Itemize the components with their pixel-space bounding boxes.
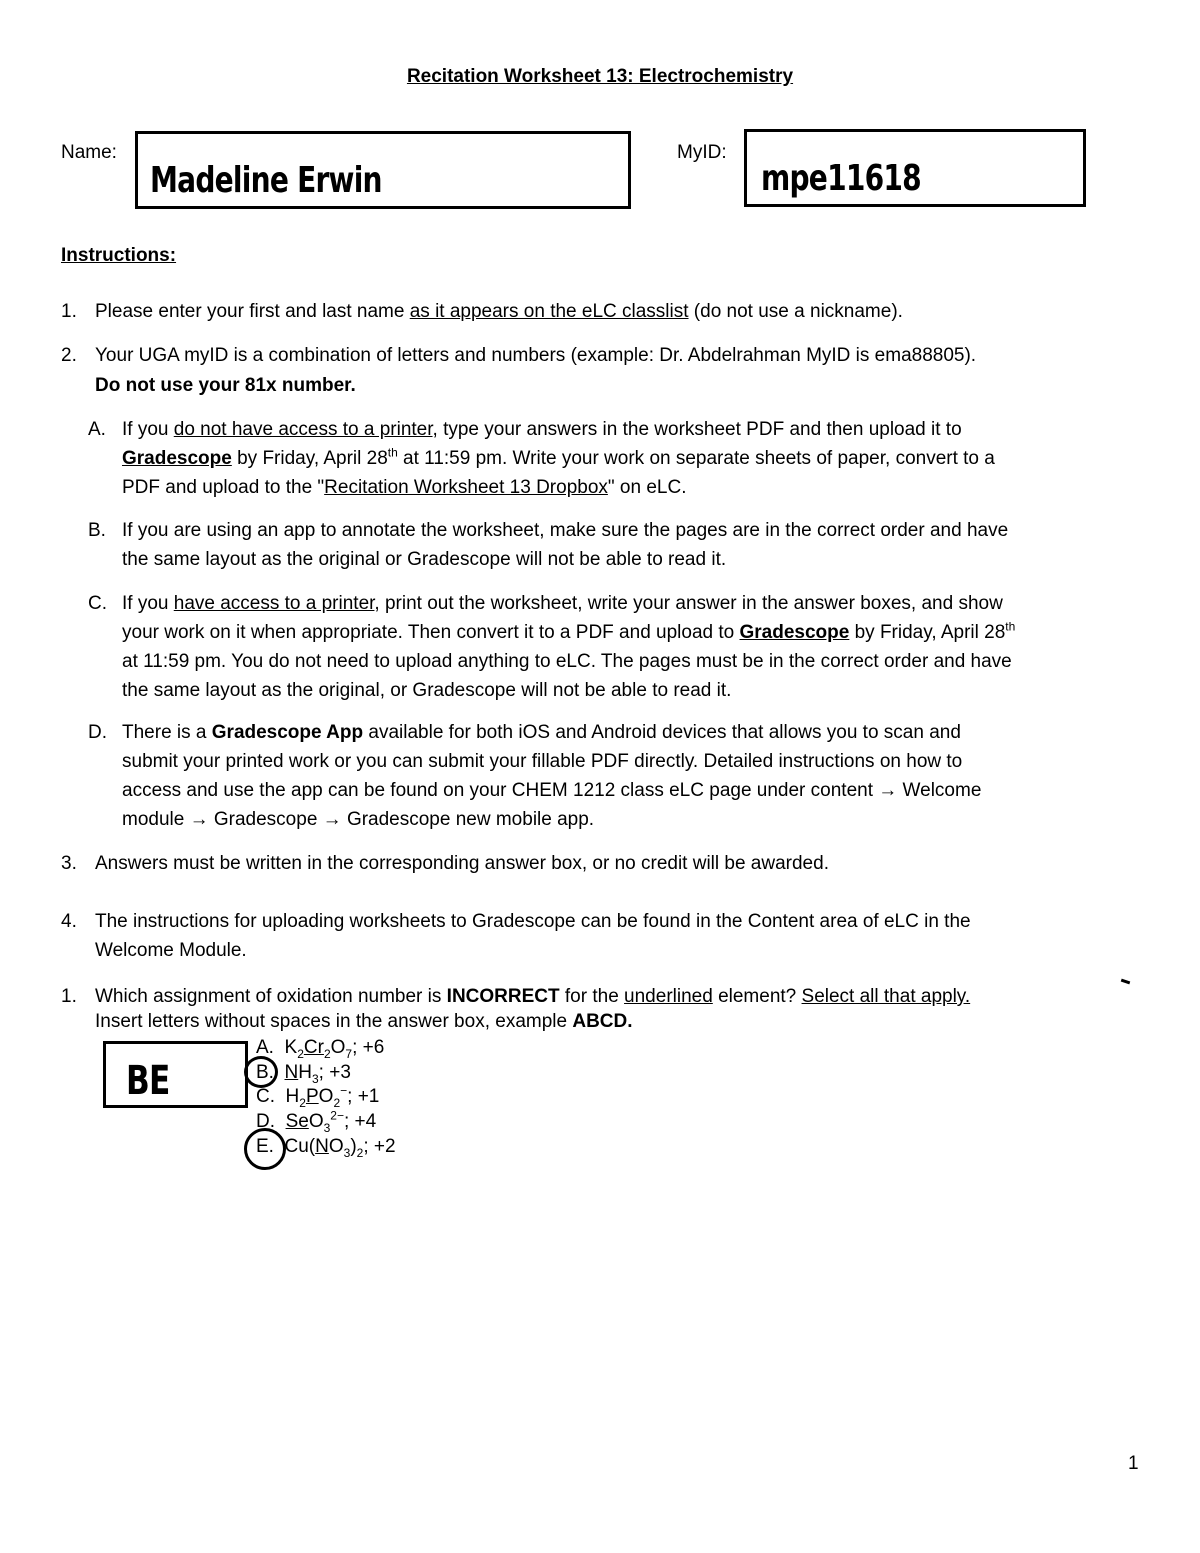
myid-field[interactable]	[744, 129, 1086, 207]
selection-circle-b	[244, 1056, 278, 1088]
myid-value: mpe11618	[761, 158, 921, 199]
option-b: B. $NH_3$; +3	[256, 1062, 351, 1086]
myid-label: MyID:	[677, 142, 727, 163]
page-number: 1	[1128, 1453, 1139, 1474]
option-c: C. $H_2PO_2^-$; +1	[256, 1083, 380, 1110]
page-title: Recitation Worksheet 13: Electrochemistry	[406, 66, 794, 87]
instruction-a: A. If you do not have access to a printer, type your answers in the worksheet PDF and then upload it to Gradescope by Friday, April 28th at 11:59 pm. Write your work on separate sheets of paper, convert to a PDF and upload to the "Recitation Worksheet 13 Dropbox" on eLC.	[88, 419, 995, 498]
instruction-3: 3. Answers must be written in the corresponding answer box, or no credit will be awarded.	[61, 853, 829, 874]
question-1: 1. Which assignment of oxidation number is INCORRECT for the underlined element? Select all that apply. Insert letters without spaces in the answer box, example ABCD.	[61, 986, 971, 1032]
name-value: Madeline Erwin	[150, 160, 382, 201]
instruction-1: 1. Please enter your first and last name as it appears on the eLC classlist (do not use a nickname).	[61, 301, 903, 322]
selection-circle-e	[244, 1128, 286, 1170]
pen-mark	[1121, 979, 1130, 985]
name-label: Name:	[61, 142, 117, 163]
option-e: E. $Cu(NO_3)_2$; +2	[256, 1136, 396, 1160]
option-d: D. SeO$_3^{2-}$; +4	[256, 1108, 377, 1135]
answer-value: BE	[126, 1058, 170, 1104]
name-field[interactable]	[135, 131, 631, 209]
instruction-2-bold: Do not use your 81x number.	[95, 375, 356, 396]
instruction-b: B. If you are using an app to annotate the worksheet, make sure the pages are in the correct order and have the same layout as the original or Gradescope will not be able to read it.	[88, 520, 1009, 570]
option-a: A. $K_2Cr_2O_7$; +6	[256, 1037, 385, 1061]
instructions-heading: Instructions:	[61, 245, 177, 266]
instruction-4: 4. The instructions for uploading worksheets to Gradescope can be found in the Content area of eLC in the Welcome Module.	[61, 911, 971, 961]
instruction-2: 2. Your UGA myID is a combination of letters and numbers (example: Dr. Abdelrahman MyID is ema88805).	[61, 345, 977, 366]
instruction-d: D. There is a Gradescope App available for both iOS and Android devices that allows you to scan and submit your printed work or you can submit your fillable PDF directly. Detailed instructions on how to access and use the app can be found on your CHEM 1212 class eLC page under content → Welcome module → Gradescope → Gradescope new mobile app.	[88, 722, 982, 830]
answer-box[interactable]	[103, 1041, 248, 1108]
instruction-c: C. If you have access to a printer, print out the worksheet, write your answer in the answer boxes, and show your work on it when appropriate. Then convert it to a PDF and upload to Gradescope by Friday, April 28th at 11:59 pm. You do not need to upload anything to eLC. The pages must be in the correct order and have the same layout as the original, or Gradescope will not be able to read it.	[88, 593, 1016, 701]
